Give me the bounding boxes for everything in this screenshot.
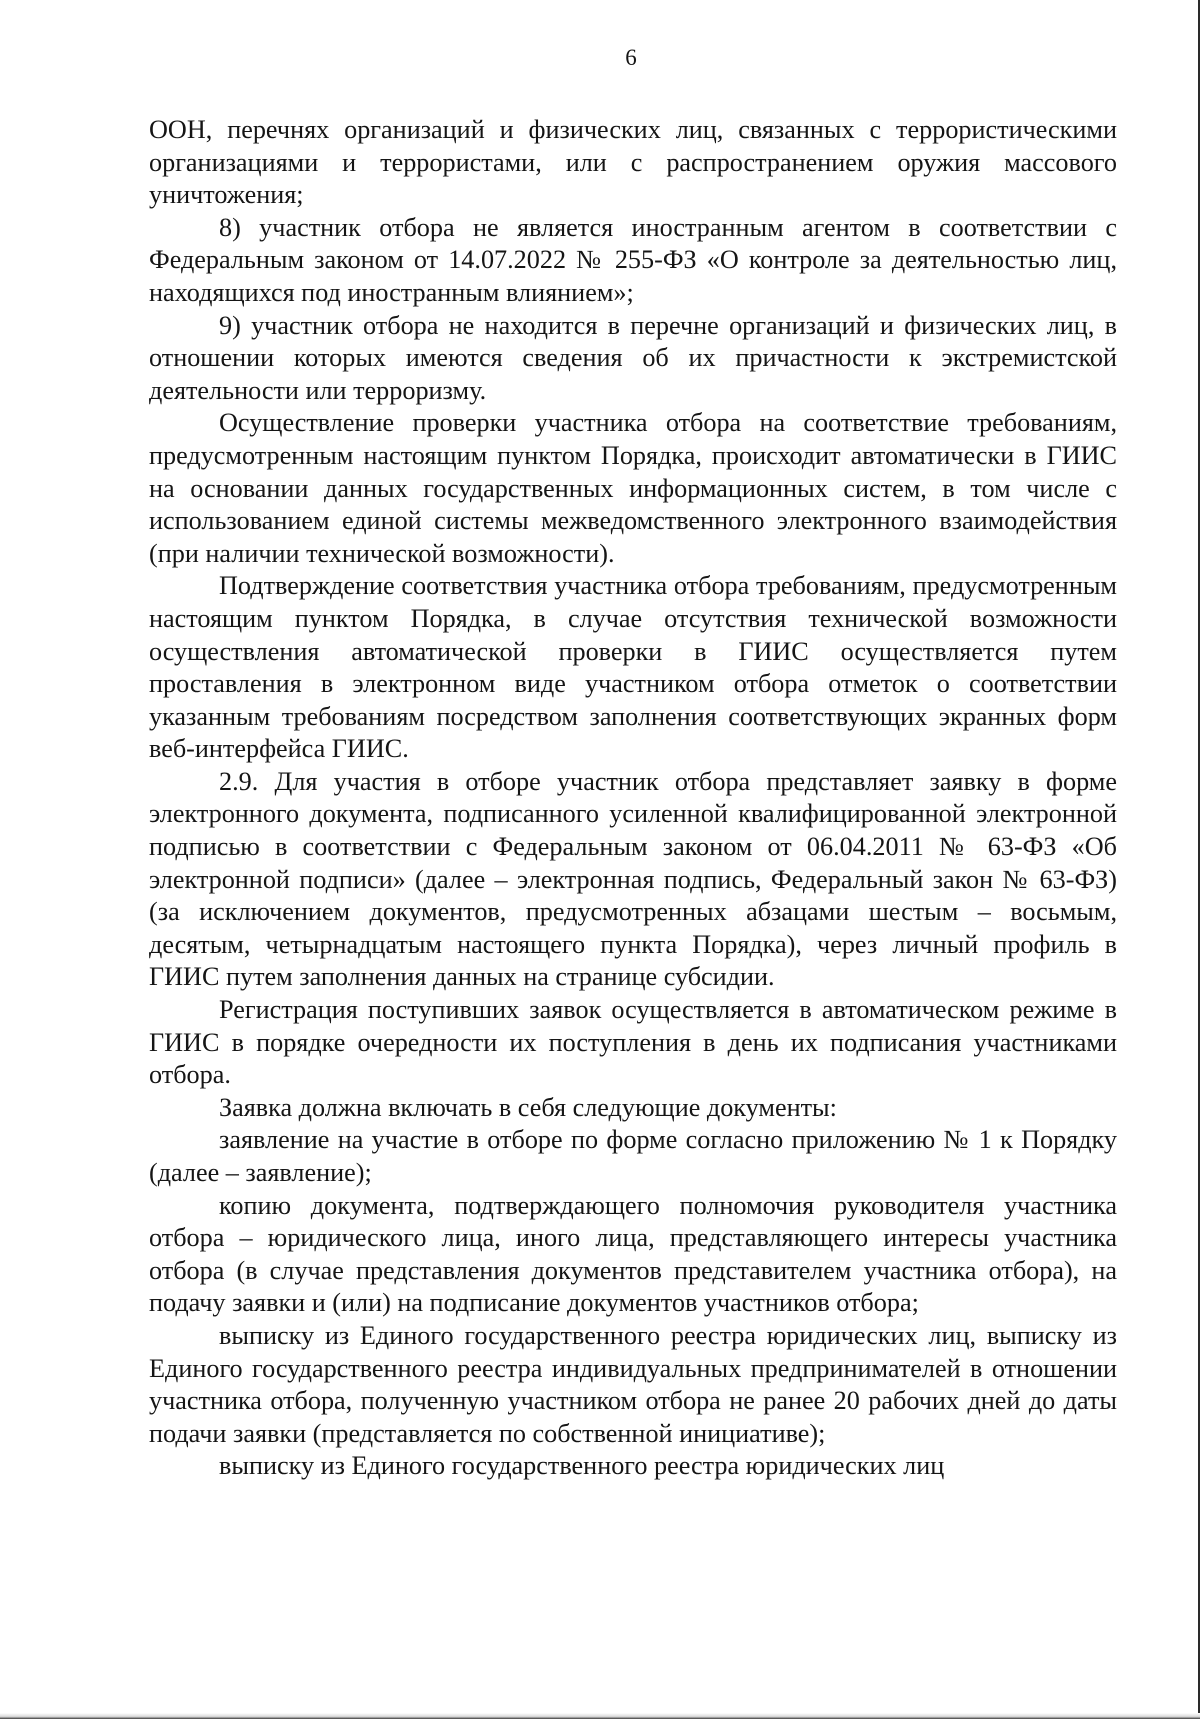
scan-edge-bottom: [0, 1713, 1200, 1719]
paragraph-automatic-check: Осуществление проверки участника отбора на соответствие требованиям, предусмотренным настоящим пунктом Порядка, происходит автоматически в ГИИС на основании данных государственных информационных систем, в том числе с использованием единой системы межведомственного электронного взаимодействия (при наличии технической возможности).: [149, 408, 1117, 568]
page-number: 6: [625, 45, 637, 70]
paragraph-registry-extract: выписку из Единого государственного реестра юридических лиц, выписку из Единого государственного реестра индивидуальных предпринимателей в отношении участника отбора, полученную участником отбора не ранее 20 рабочих дней до даты подачи заявки (представляется по собственной инициативе);: [149, 1320, 1117, 1448]
paragraph-item-8-foreign-agent: 8) участник отбора не является иностранным агентом в соответствии с Федеральным законом от 14.07.2022 № 255-ФЗ «О контроле за деятельностью лиц, находящихся под иностранным влиянием»;: [149, 212, 1117, 307]
paragraph-documents-intro: Заявка должна включать в себя следующие документы:: [219, 1092, 837, 1122]
document-body: [149, 114, 1117, 1483]
paragraph-statement: заявление на участие в отборе по форме согласно приложению № 1 к Порядку (далее – заявление);: [149, 1125, 1117, 1187]
paragraph-registry-extract-continued: выписку из Единого государственного реестра юридических лиц: [219, 1451, 945, 1481]
paragraph-item-9-extremism: 9) участник отбора не находится в перечне организаций и физических лиц, в отношении которых имеются сведения об их причастности к экстремистской деятельности или терроризму.: [149, 310, 1117, 405]
paragraph-2-9-application: 2.9. Для участия в отборе участник отбора представляет заявку в форме электронного документа, подписанного усиленной квалифицированной электронной подписью в соответствии с Федеральным законом от 06.04.2011 № 63-ФЗ «Об электронной подписи» (далее – электронная подпись, Федеральный закон № 63-ФЗ) (за исключением документов, предусмотренных абзацами шестым – восьмым, десятым, четырнадцатым настоящего пункта Порядка), через личный профиль в ГИИС путем заполнения данных на странице субсидии.: [149, 766, 1117, 992]
paragraph-authority-copy: копию документа, подтверждающего полномочия руководителя участника отбора – юридического лица, иного лица, представляющего интересы участника отбора (в случае представления документов представителем участника отбора), на подачу заявки и (или) на подписание документов участников отбора;: [149, 1190, 1117, 1318]
paragraph-un-lists: ООН, перечнях организаций и физических лиц, связанных с террористическими организациями и террористами, или с распространением оружия массового уничтожения;: [149, 115, 1117, 210]
paragraph-registration: Регистрация поступивших заявок осуществляется в автоматическом режиме в ГИИС в порядке очередности их поступления в день их подписания участниками отбора.: [149, 995, 1117, 1090]
paragraph-confirmation: Подтверждение соответствия участника отбора требованиям, предусмотренным настоящим пунктом Порядка, в случае отсутствия технической возможности осуществления автоматической проверки в ГИИС осуществляется путем проставления в электронном виде участником отбора отметок о соответствии указанным требованиям посредством заполнения соответствующих экранных форм веб-интерфейса ГИИС.: [149, 571, 1117, 764]
